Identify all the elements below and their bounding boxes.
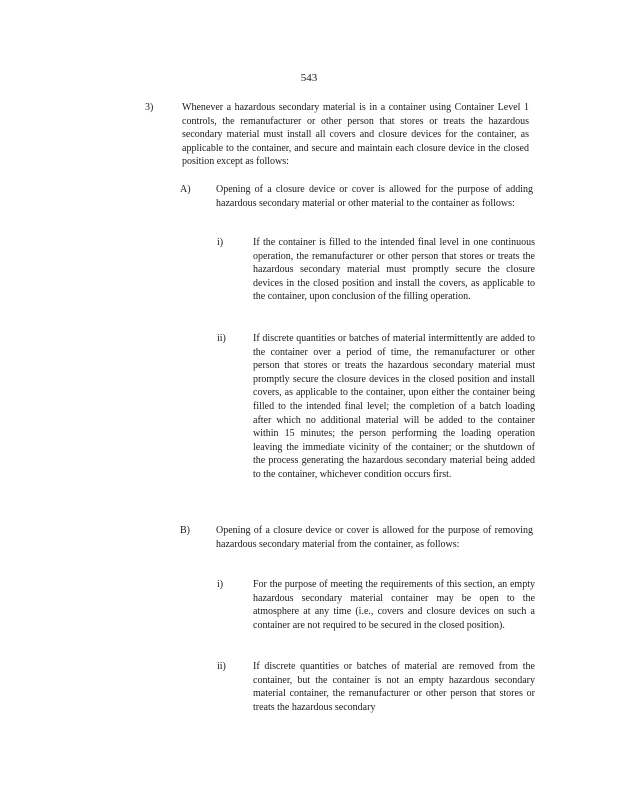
subparagraph-B-i-number: i) (217, 579, 224, 590)
subparagraph-A-i-text: If the container is filled to the intended final level in one continuous operation, the remanufacturer or other person that stores or treats the hazardous secondary material must promptly secure the closure devices in the closed position and install the covers, as applicable to the container, upon conclusion of the filling operation. (253, 237, 535, 303)
page-number: 543 (300, 72, 318, 84)
subparagraph-B-ii-number: ii) (217, 661, 226, 672)
subparagraph-A-ii-number: ii) (217, 333, 226, 344)
paragraph-3-text: Whenever a hazardous secondary material is in a container using Container Level 1 controls, the remanufacturer or other person that stores or treats the hazardous secondary material must install all covers and closure devices for the container, as applicable to the container, and secure and maintain each closure device in the closed position except as follows: (182, 102, 529, 168)
subparagraph-A-text: Opening of a closure device or cover is allowed for the purpose of adding hazardous secondary material or other material to the container as follows: (216, 184, 533, 209)
subparagraph-B-i-text: For the purpose of meeting the requirements of this section, an empty hazardous secondary material container may be open to the atmosphere at any time (i.e., covers and closure devices on such a container are not required to be secured in the closed position). (253, 579, 535, 631)
subparagraph-B-text: Opening of a closure device or cover is allowed for the purpose of removing hazardous secondary material from the container, as follows: (216, 525, 533, 550)
subparagraph-A-i-number: i) (217, 237, 224, 248)
subparagraph-A-ii-text: If discrete quantities or batches of material intermittently are added to the container over a period of time, the remanufacturer or other person that stores or treats the hazardous secondary material must promptly secure the closure devices in the closed position and install covers, as applicable to the container, upon either the container being filled to the intended final level; the completion of a batch loading after which no additional material will be added to the container within 15 minutes; the person performing the loading operation leaving the immediate vicinity of the container; or the shutdown of the process generating the hazardous secondary material being added to the container, whichever condition occurs first. (253, 333, 535, 480)
paragraph-3-number: 3) (145, 102, 154, 113)
subparagraph-A-number: A) (180, 184, 191, 195)
subparagraph-B-number: B) (180, 525, 190, 536)
subparagraph-B-ii-text: If discrete quantities or batches of material are removed from the container, but the container is not an empty hazardous secondary material container, the remanufacturer or other person that stores or treats the hazardous secondary (253, 661, 535, 713)
